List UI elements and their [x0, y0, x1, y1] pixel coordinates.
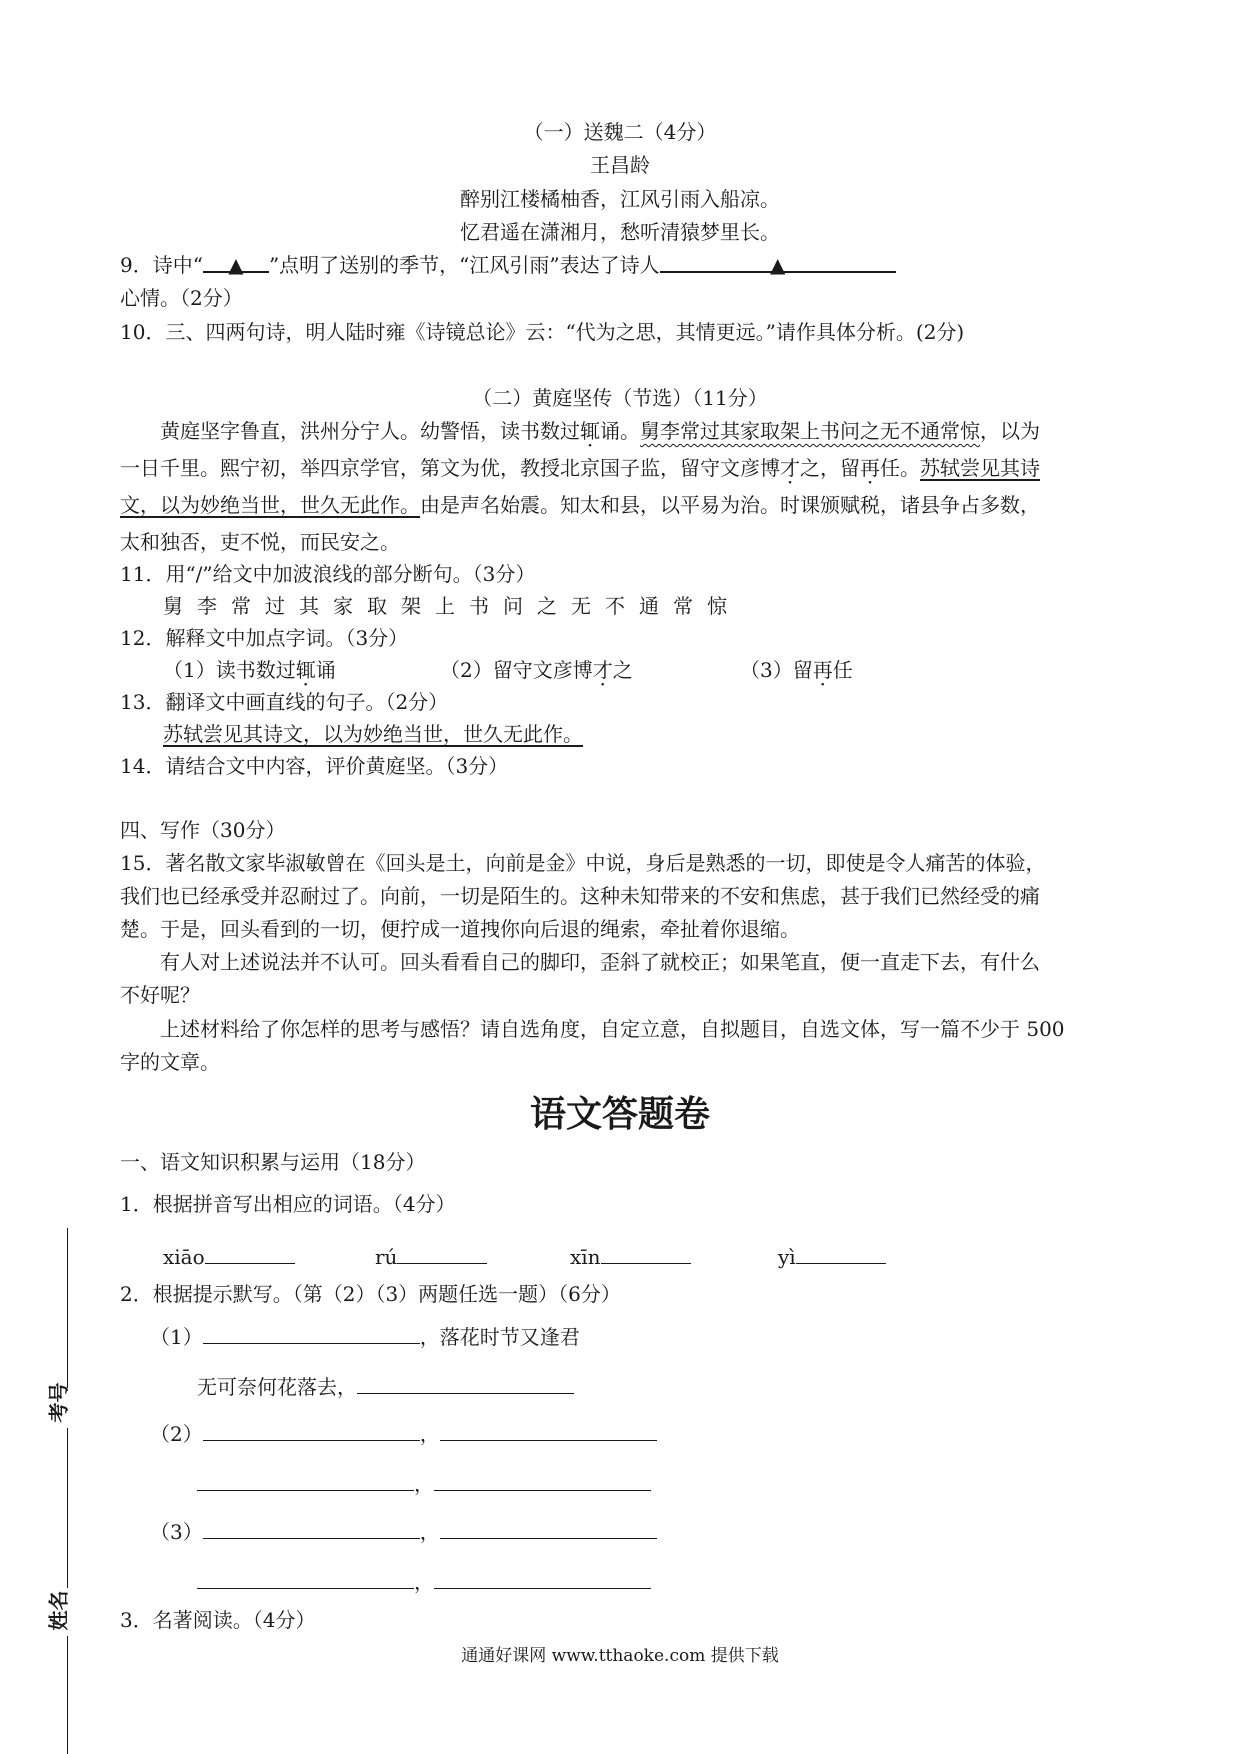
margin-rule: [67, 1428, 68, 1588]
answer-blank[interactable]: [397, 1245, 487, 1264]
item-text: 之: [612, 658, 633, 682]
prose-text: 黄庭坚字鲁直，洪州分宁人。幼警悟，读书数过: [160, 419, 580, 443]
pinyin-text: rú: [375, 1245, 398, 1269]
pinyin-item-1: [163, 1245, 295, 1269]
writing-p1-line-3: 楚。于是，回头看到的一切，便拧成一道拽你向后退的绳索，牵扯着你退缩。: [120, 917, 800, 941]
prose-text: 诵。: [600, 419, 640, 443]
answer-question-1: 1．根据拼音写出相应的词语。（4分）: [120, 1192, 456, 1216]
prose-text: ，以为: [980, 419, 1040, 443]
underlined-text: 文，以为妙绝当世，世久无此作。: [120, 493, 420, 517]
prose-line-3: [120, 493, 1040, 517]
question-13-sentence: 苏轼尝见其诗文，以为妙绝当世，世久无此作。: [163, 722, 583, 746]
question-12-item-3: [740, 658, 853, 682]
pinyin-text: xiāo: [163, 1245, 205, 1269]
answer-blank[interactable]: [796, 1245, 886, 1264]
wavy-underlined-text: 舅李常过其家取架上书问之无不通常惊: [640, 419, 980, 443]
question-11: 11．用“/”给文中加波浪线的部分断句。（3分）: [120, 562, 536, 586]
question-11-chars: 舅李常过其家取架上书问之无不通常惊: [163, 594, 741, 618]
answer-blank[interactable]: [434, 1472, 651, 1491]
comma: ，: [419, 1422, 440, 1446]
question-10: 10．三、四两句诗，明人陆时雍《诗镜总论》云：“代为之思，其情更远。”请作具体分析。(2分): [120, 320, 965, 344]
dotted-char: 才: [592, 658, 613, 682]
question-12-item-1: [163, 658, 336, 682]
question-12-item-2: [440, 658, 633, 682]
answer-blank[interactable]: [205, 1245, 295, 1264]
dotted-char: 辄: [295, 658, 316, 682]
item-text: （1）读书数过: [163, 658, 296, 682]
pinyin-text: yì: [778, 1245, 796, 1269]
prose-line-1: [160, 419, 1040, 443]
question-9: [120, 253, 896, 277]
answer-question-3: 3．名著阅读。（4分）: [120, 1608, 316, 1632]
poem-author: 王昌龄: [590, 153, 650, 177]
answer-blank[interactable]: [440, 1520, 657, 1539]
item-label: （1）: [150, 1325, 203, 1349]
writing-p3-line-1: 上述材料给了你怎样的思考与感悟？请自选角度，自定立意，自拟题目，自选文体，写一篇不少于 500: [160, 1017, 1065, 1041]
answer-blank[interactable]: [440, 1422, 657, 1441]
triangle-marker-icon: ▲: [228, 253, 244, 277]
answer-blank[interactable]: [434, 1570, 651, 1589]
question-9-mid: ”点明了送别的季节，“江风引雨”表达了诗人: [268, 253, 660, 277]
margin-label-exam-number: 考号: [46, 1382, 71, 1423]
recite-3-line-1: [150, 1520, 657, 1544]
writing-p2-line-1: 有人对上述说法并不认可。回头看看自己的脚印，歪斜了就校正；如果笔直，便一直走下去，有什么: [160, 950, 1040, 974]
prose-text: 任。: [880, 456, 920, 480]
poem-line-2: 忆君遥在潇湘月，愁听清猿梦里长。: [460, 220, 780, 244]
answer-blank[interactable]: [197, 1570, 414, 1589]
margin-label-name: 姓名: [46, 1590, 71, 1631]
dotted-char: 辄: [580, 419, 600, 443]
underlined-text: 苏轼尝见其诗: [920, 456, 1040, 480]
writing-p1-line-1: 15．著名散文家毕淑敏曾在《回头是土，向前是金》中说，身后是熟悉的一切，即使是令人痛苦的体验，: [120, 851, 1046, 875]
dotted-char: 再: [812, 658, 833, 682]
writing-p1-line-2: 我们也已经承受并忍耐过了。向前，一切是陌生的。这种未知带来的不安和焦虑，甚于我们已然经受的痛: [120, 884, 1040, 908]
pinyin-item-3: [570, 1245, 691, 1269]
answer-blank-mood[interactable]: [660, 253, 896, 277]
prose-text: 由是声名始震。知太和县，以平易为治。时课颁赋税，诸县争占多数，: [420, 493, 1040, 517]
poem-title: （一）送魏二（4分）: [523, 120, 717, 144]
answer-blank[interactable]: [197, 1472, 414, 1491]
writing-heading: 四、写作（30分）: [120, 818, 286, 842]
answer-blank[interactable]: [203, 1520, 420, 1539]
question-9-line-2: 心情。（2分）: [120, 286, 243, 310]
answer-blank[interactable]: [203, 1325, 420, 1344]
item-text: 诵: [315, 658, 336, 682]
prose-title: （二）黄庭坚传（节选）（11分）: [472, 386, 768, 410]
item-text: （3）留: [740, 658, 813, 682]
writing-p2-line-2: 不好呢？: [120, 983, 200, 1007]
margin-rule: [67, 1228, 68, 1388]
question-13: 13．翻译文中画直线的句子。（2分）: [120, 690, 449, 714]
prompt-text: 无可奈何花落去，: [197, 1375, 357, 1399]
item-label: （3）: [150, 1520, 203, 1544]
recite-3-line-2: [197, 1570, 651, 1594]
answer-blank[interactable]: [203, 1422, 420, 1441]
recite-2-line-2: [197, 1472, 651, 1496]
answer-sheet-title: 语文答题卷: [529, 1094, 710, 1135]
question-12: 12．解释文中加点字词。（3分）: [120, 626, 409, 650]
answer-blank[interactable]: [601, 1245, 691, 1264]
item-text: （2）留守文彦博: [440, 658, 593, 682]
dotted-char: 再: [860, 456, 880, 480]
prose-text: 一日千里。熙宁初，举四京学官，第文为优，教授北京国子监，留守文彦博: [120, 456, 780, 480]
recite-2-line-1: [150, 1422, 657, 1446]
pinyin-item-4: [778, 1245, 886, 1269]
writing-p3-line-2: 字的文章。: [120, 1050, 220, 1074]
footer-source: 通通好课网 www.tthaoke.com 提供下载: [461, 1646, 779, 1666]
recite-1-line-1: [150, 1325, 580, 1349]
question-9-prefix: 9．诗中“: [120, 253, 203, 277]
comma: ，: [414, 1472, 434, 1496]
answer-section-1: 一、语文知识积累与运用（18分）: [120, 1150, 426, 1174]
pinyin-item-2: [375, 1245, 487, 1269]
answer-blank-season[interactable]: [203, 253, 269, 277]
poem-line-1: 醉别江楼橘柚香，江风引雨入船凉。: [460, 187, 780, 211]
dotted-char: 才: [780, 456, 800, 480]
pinyin-text: xīn: [570, 1245, 601, 1269]
item-text: 任: [832, 658, 853, 682]
comma: ，: [419, 1520, 440, 1544]
prose-text: 之，留: [800, 456, 860, 480]
prose-line-4: 太和独否，吏不悦，而民安之。: [120, 530, 400, 554]
answer-question-2: 2．根据提示默写。（第（2）（3）两题任选一题）（6分）: [120, 1282, 621, 1306]
item-label: （2）: [150, 1422, 203, 1446]
answer-blank[interactable]: [357, 1375, 574, 1394]
prompt-text: ，落花时节又逢君: [419, 1325, 580, 1349]
comma: ，: [414, 1570, 434, 1594]
prose-line-2: [120, 456, 1040, 480]
triangle-marker-icon: ▲: [769, 253, 786, 277]
question-14: 14．请结合文中内容，评价黄庭坚。（3分）: [120, 754, 509, 778]
recite-1-line-2: [197, 1375, 574, 1399]
